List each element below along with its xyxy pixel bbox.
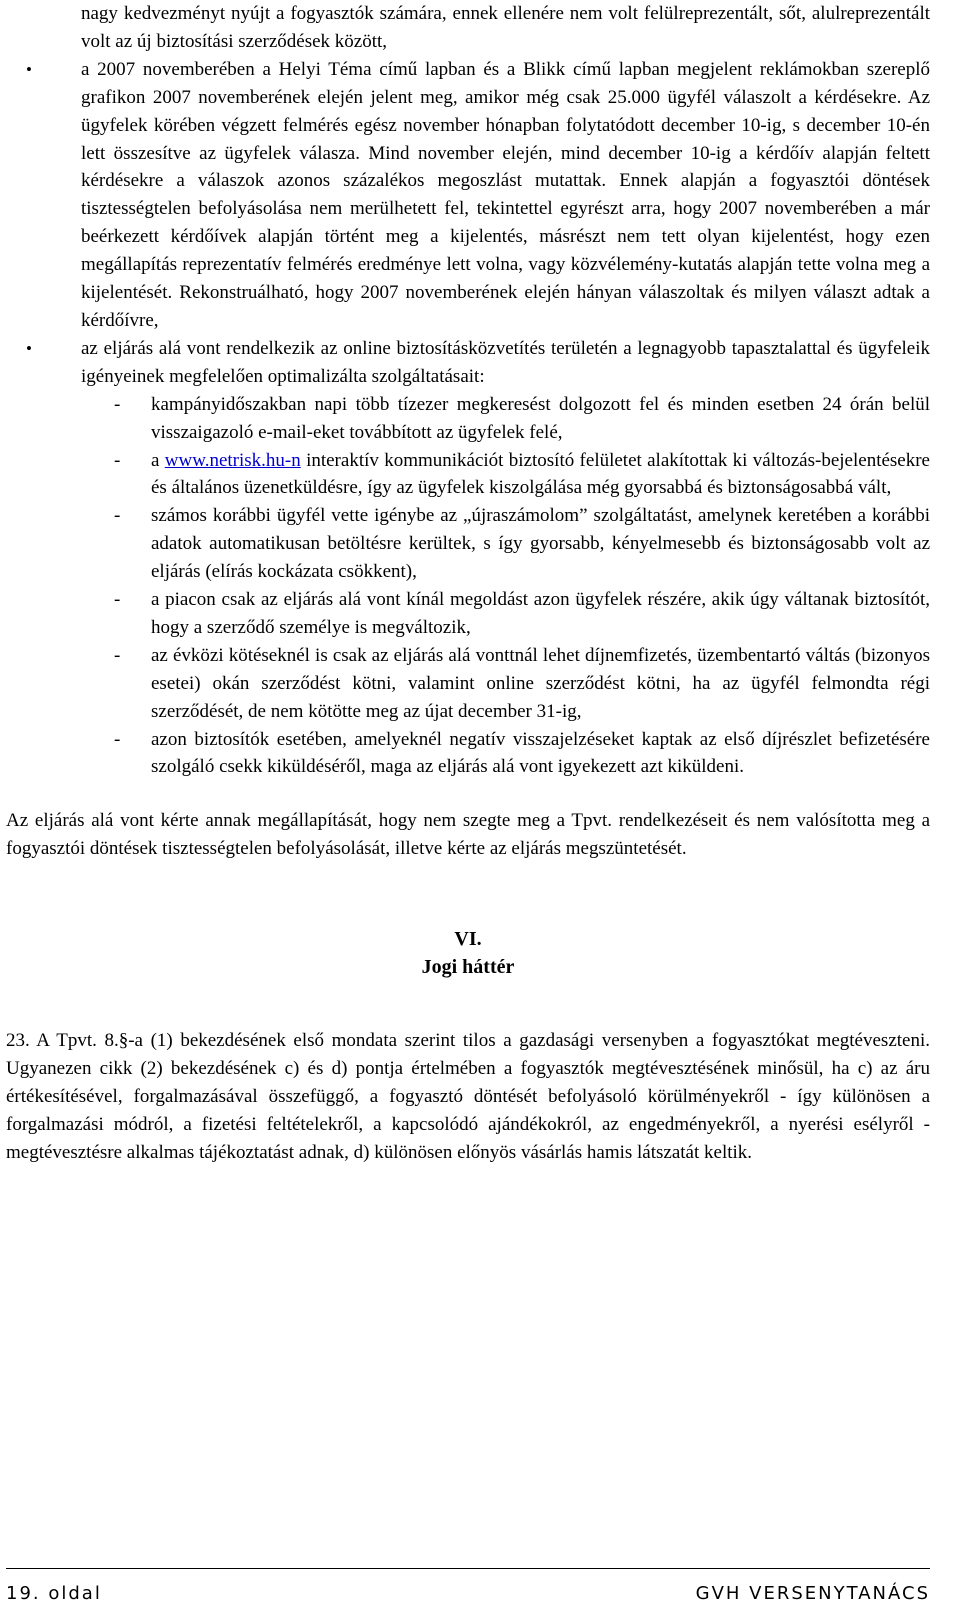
dash-marker: -	[114, 449, 121, 471]
intro-continuation: nagy kedvezményt nyújt a fogyasztók számára, ennek ellenére nem volt felülreprezentált, sőt, alulreprezentált volt az új biztosítási szerződések között,	[81, 3, 930, 52]
sub-item-prefix: a	[151, 449, 165, 471]
sub-item-text: kampányidőszakban napi több tízezer megkeresést dolgozott fel és minden esetben 24 órán belül visszaigazoló e-mail-eket továbbított az ügyfelek felé,	[151, 393, 930, 443]
sub-item	[6, 726, 930, 782]
sub-item-text	[151, 447, 930, 503]
sub-item	[6, 447, 930, 503]
bullet-text: a 2007 novemberében a Helyi Téma című lapban és a Blikk című lapban megjelent reklámokban szereplő grafikon 2007 novemberének elején jelent meg, amikor még csak 25.000 ügyfél válaszolt a kérdésekre. Az ügyfelek körében végzett felmérés egész november hónapban folytatódott december 10-ig, s december 10-én lett összesítve az ügyfelek válasza. Mind november elején, mind december 10-ig a kérdőív alapján feltett kérdésekre a válaszok azonos százalékos megoszlást mutattak. Ennek alapján a fogyasztói döntések tisztességtelen befolyásolása nem merülhetett fel, tekintettel egyrészt arra, hogy 2007 novemberében a már beérkezett kérdőívek alapján történt meg a kijelentés, másrészt nem tett olyan kijelentést, hogy ezen megállapítás reprezentatív felmérés eredménye lett volna, vagy közvélemény-kutatás alapján tette volna meg a kijelentését. Rekonstruálható, hogy 2007 novemberének elején hányan válaszoltak és milyen választ adtak a kérdőívre,	[81, 58, 930, 331]
section-title: Jogi háttér	[421, 956, 515, 979]
page-number: 19. oldal	[6, 1583, 102, 1604]
bullet-icon: •	[26, 338, 32, 358]
page-footer	[6, 1568, 930, 1604]
bullet-text: az eljárás alá vont rendelkezik az online biztosításközvetítés területén a legnagyobb tapasztalattal és ügyfeleik igényeinek megfelelően optimalizálta szolgáltatásait:	[81, 337, 930, 387]
sub-list	[6, 391, 930, 782]
dash-marker: -	[114, 589, 121, 611]
section-number: VI.	[454, 928, 482, 951]
bullet-item	[6, 56, 930, 335]
bullet-list	[6, 56, 930, 391]
bullet-icon: •	[26, 59, 32, 79]
sub-item-text: számos korábbi ügyfél vette igénybe az „újraszámolom” szolgáltatást, amelynek keretében a korábbi adatok automatikusan betöltésre kerültek, s így gyorsabb, kényelmesebb és biztonságosabb volt az eljárás (elírás kockázata csökkent),	[151, 505, 930, 583]
section-heading	[6, 925, 930, 981]
sub-item	[6, 642, 930, 726]
dash-marker: -	[114, 505, 121, 527]
sub-item-text: a piacon csak az eljárás alá vont kínál megoldást azon ügyfelek részére, akik úgy váltanak biztosítót, hogy a szerződő személye is megváltozik,	[151, 589, 930, 638]
sub-item-suffix: interaktív kommunikációt biztosító felületet alakítottak ki változás-bejelentésekre és általános üzenetküldésre, így az ügyfelek kiszolgálása még gyorsabbá és biztonságosabbá vált,	[151, 449, 930, 499]
sub-item	[6, 502, 930, 586]
dash-marker: -	[114, 728, 121, 750]
sub-item-text: azon biztosítók esetében, amelyeknél negatív visszajelzéseket kaptak az első díjrészlet befizetésére szolgáló csekk kiküldéséről, maga az eljárás alá vont igyekezett azt kiküldeni.	[151, 728, 930, 778]
closing-paragraph: Az eljárás alá vont kérte annak megállapítását, hogy nem szegte meg a Tpvt. rendelkezéseit és nem valósította meg a fogyasztói döntések tisztességtelen befolyásolását, illetve kérte az eljárás megszüntetését.	[6, 810, 930, 860]
sub-item	[6, 586, 930, 642]
netrisk-link[interactable]: www.netrisk.hu-n	[164, 449, 301, 471]
dash-marker: -	[114, 644, 121, 666]
paragraph-23: 23. A Tpvt. 8.§-a (1) bekezdésének első mondata szerint tilos a gazdasági versenyben a fogyasztókat megtéveszteni. Ugyanezen cikk (2) bekezdésének c) és d) pontja értelmében a fogyasztók megtévesztésének minősül, ha c) az áru értékesítésével, forgalmazásával összefüggő, a fogyasztó döntését befolyásoló körülményekről - így különösen a forgalmazási módról, a fizetési feltételekről, a kapcsolódó ajándékokról, az engedményekről, a nyerési esélyről - megtévesztésre alkalmas tájékoztatást adnak, d) különösen előnyös vásárlás hamis látszatát keltik.	[6, 1030, 930, 1163]
footer-organization: GVH VERSENYTANÁCS	[695, 1583, 930, 1604]
sub-item	[6, 391, 930, 447]
page-content	[6, 0, 930, 1167]
bullet-item	[6, 335, 930, 391]
dash-marker: -	[114, 393, 121, 415]
sub-item-text: az évközi kötéseknél is csak az eljárás alá vonttnál lehet díjnemfizetés, üzembentartó váltás (bizonyos esetei) okán szerződést kötni, valamint online szerződést kötni, ha az ügyfél felmondta régi szerződését, de nem kötötte meg az újat december 31-ig,	[151, 644, 930, 722]
